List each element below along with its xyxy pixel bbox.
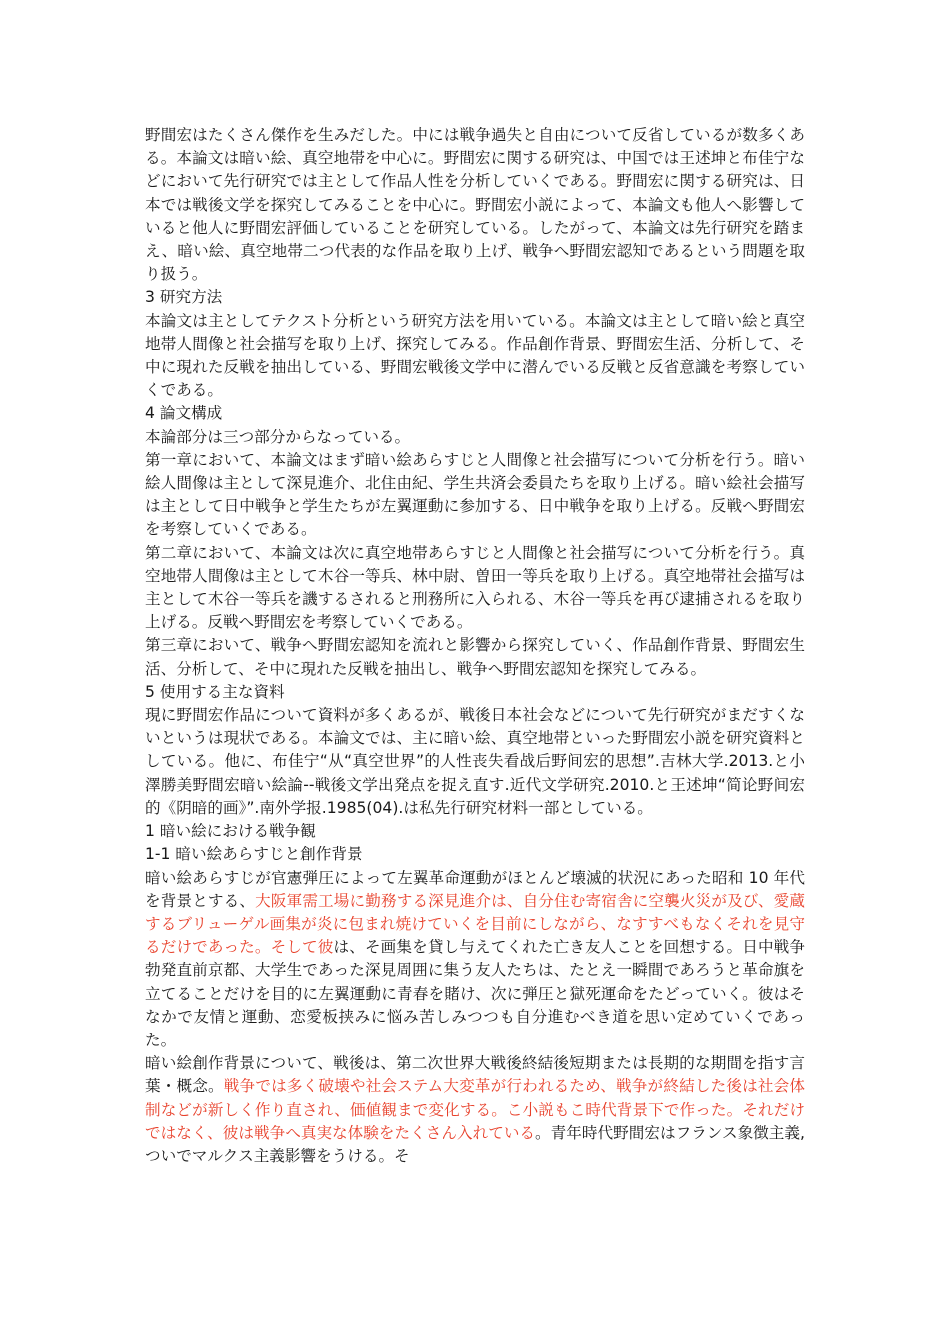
synopsis-highlight: 大阪軍需工場に勤務する深見進介は、自分住む寄宿舎に空襲火災が及び、愛蔵するブリューゲル画集が炎に包まれ焼けていくを目前にしながら、なすすべもなくそれを見守るだけであった。そして彼 [145, 891, 805, 957]
paper-structure-paragraph-3: 第二章において、本論文は次に真空地帯あらすじと人間像と社会描写について分析を行う。真空地帯人間像は主として木谷一等兵、林中尉、曽田一等兵を取り上げる。真空地帯社会描写は主として木谷一等兵を譏するされると刑務所に入られる、木谷一等兵を再び逮捕されるを取り上げる。反戦へ野間宏を考察していくである。 [145, 543, 805, 632]
section-heading-materials: 5 使用する主な資料 [145, 682, 285, 701]
section-heading-research-method: 3 研究方法 [145, 288, 223, 307]
intro-paragraph: 野間宏はたくさん傑作を生みだした。中には戦争過失と自由について反省しているが数多くある。本論文は暗い絵、真空地帯を中心に。野間宏に関する研究は、中国では王述坤と布佳宁などにおいて先行研究では主として作品人性を分析していくである。野間宏に関する研究は、日本では戦後文学を探究してみることを中心に。野間宏小説によって、本論文も他人へ影響していると他人に野間宏評価していることを研究している。したがって、本論文は先行研究を踏まえ、暗い絵、真空地帯二つ代表的な作品を取り上げ、戦争へ野間宏認知であるという問題を取り扱う。 [145, 126, 805, 284]
paper-structure-paragraph-2: 第一章において、本論文はまず暗い絵あらすじと人間像と社会描写について分析を行う。暗い絵人間像は主として深見進介、北住由紀、学生共済会委員たちを取り上げる。暗い絵社会描写は主として日中戦争と学生たちが左翼運動に参加する、日中戦争を取り上げる。反戦へ野間宏を考察していくである。 [145, 450, 805, 539]
document-page [145, 124, 805, 1168]
synopsis-text-end: は、そ画集を貸し与えてくれた亡き友人ことを回想する。日中戦争勃発直前京都、大学生であった深見周囲に集う友人たちは、たとえ一瞬間であろうと革命旗を立てることだけを目的に左翼運動に青春を賭け、次に弾圧と獄死運命をたどっていく。彼はそなかで友情と運動、恋愛板挟みに悩み苦しみつつも自分進むべき道を思い定めていくであった。 [145, 938, 805, 1049]
background-text-end: 。青年時代野間宏はフランス象徴主義,ついでマルクス主義影響をうける。そ [145, 1123, 805, 1165]
research-method-paragraph: 本論文は主としてテクスト分析という研究方法を用いている。本論文は主として暗い絵と真空地帯人間像と社会描写を取り上げ、探究してみる。作品創作背景、野間宏生活、分析して、そ中に現れた反戦を抽出している、野間宏戦後文学中に潜んでいる反戦と反省意識を考察していくである。 [145, 311, 805, 400]
synopsis-text-start: 暗い絵あらすじが官憲弾圧によって左翼革命運動がほとんど壊滅的状況にあった昭和 10 年代を背景とする、 [145, 868, 805, 910]
chapter-heading-1: 1 暗い絵における戦争観 [145, 822, 316, 841]
section-heading-paper-structure: 4 論文構成 [145, 404, 223, 423]
paper-structure-paragraph-1: 本論部分は三つ部分からなっている。 [145, 427, 411, 446]
paper-structure-paragraph-4: 第三章において、戦争へ野間宏認知を流れと影響から探究していく、作品創作背景、野間宏生活、分析して、そ中に現れた反戦を抽出し、戦争へ野間宏認知を探究してみる。 [145, 636, 805, 678]
subsection-heading-1-1: 1-1 暗い絵あらすじと創作背景 [145, 845, 363, 864]
synopsis-paragraph [145, 867, 805, 1053]
materials-paragraph: 現に野間宏作品について資料が多くあるが、戦後日本社会などについて先行研究がまだすくないというは現状である。本論文では、主に暗い絵、真空地帯といった野間宏小説を研究資料としている。他に、布佳宁“从“真空世界”的人性丧失看战后野间宏的思想”.吉林大学.2013.と小澤勝美野間宏暗い絵論--戦後文学出発点を捉え直す.近代文学研究.2010.と王述坤“简论野间宏的《阴暗的画》”.南外学报.1985(04).は私先行研究材料一部としている。 [145, 706, 805, 817]
background-paragraph [145, 1052, 805, 1168]
background-text-start: 暗い絵創作背景について、戦後は、第二次世界大戦後終結後短期または長期的な期間を指す言葉・概念。 [145, 1054, 805, 1096]
background-highlight: 戦争では多く破壊や社会ステム大変革が行われるため、戦争が終結した後は社会体制などが新しく作り直され、価値観まで変化する。こ小説もこ時代背景下で作った。それだけではなく、彼は戦争へ真実な体験をたくさん入れている [145, 1077, 805, 1142]
